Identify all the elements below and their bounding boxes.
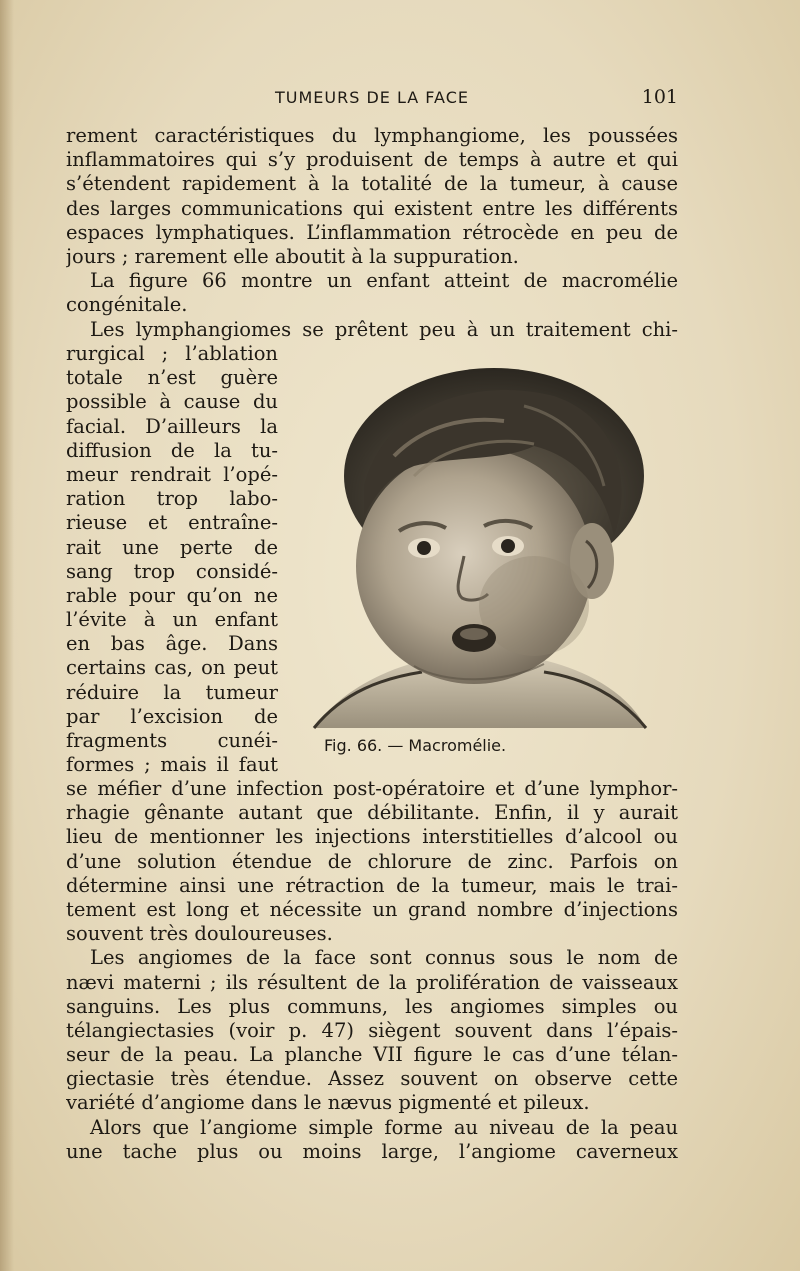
text-line: inflammatoires qui s’y produisent de temps à autre et qui (66, 148, 678, 172)
figure-caption: Fig. 66. — Macromélie. (324, 736, 507, 755)
text-line: seur de la peau. La planche VII figure le cas d’une télan- (66, 1043, 678, 1067)
child-portrait-illustration (304, 366, 652, 732)
text-line: Alors que l’angiome simple forme au niveau de la peau (90, 1115, 678, 1139)
page-number: 101 (641, 86, 678, 108)
text-line: rement caractéristiques du lymphangiome, les poussées (66, 124, 678, 147)
text-line: sanguins. Les plus communs, les angiomes simples ou (66, 994, 678, 1018)
text-line: diffusion de la tu- (66, 438, 278, 462)
text-line: souvent très douloureuses. (66, 922, 333, 946)
text-line: détermine ainsi une rétraction de la tumeur, mais le trai- (66, 873, 678, 897)
page-edge-shadow (0, 0, 14, 1271)
text-line: meur rendrait l’opé- (66, 462, 278, 486)
text-line: giectasie très étendue. Assez souvent on observe cette (66, 1067, 678, 1091)
text-line: par l’excision de (66, 704, 278, 728)
figure-66 (304, 366, 652, 732)
text-line: espaces lymphatiques. L’inflammation rétrocède en peu de (66, 220, 678, 244)
text-line: nævi materni ; ils résultent de la prolifération de vaisseaux (66, 970, 678, 994)
text-line: totale n’est guère (66, 366, 278, 390)
text-line: rait une perte de (66, 535, 278, 559)
text-line: Les angiomes de la face sont connus sous le nom de (90, 946, 678, 970)
text-line: rable pour qu’on ne (66, 583, 278, 607)
text-line: s’étendent rapidement à la totalité de la tumeur, à cause (66, 172, 678, 196)
text-line: Les lymphangiomes se prêtent peu à un traitement chi- (90, 317, 678, 341)
text-line: réduire la tumeur (66, 680, 278, 704)
text-line: rurgical ; l’ablation (66, 342, 278, 365)
text-line: jours ; rarement elle aboutit à la suppuration. (66, 244, 519, 268)
text-line: tement est long et nécessite un grand nombre d’injections (66, 897, 678, 921)
text-line: fragments cunéi- (66, 729, 278, 752)
text-line: rieuse et entraîne- (66, 511, 278, 535)
text-line: des larges communications qui existent entre les différents (66, 196, 678, 220)
text-line: possible à cause du (66, 390, 278, 414)
running-title: TUMEURS DE LA FACE (275, 88, 469, 107)
text-line: certains cas, on peut (66, 656, 278, 680)
text-line: sang trop considé- (66, 559, 278, 583)
text-line: La figure 66 montre un enfant atteint de macromélie (90, 269, 678, 293)
text-line: variété d’angiome dans le nævus pigmenté et pileux. (66, 1091, 590, 1115)
text-line: d’une solution étendue de chlorure de zinc. Parfois on (66, 849, 678, 873)
text-line: congénitale. (66, 293, 188, 317)
text-block-wrap (66, 342, 278, 777)
text-line: se méfier d’une infection post-opératoire et d’une lymphor- (66, 777, 678, 800)
page-header (66, 88, 678, 114)
text-line: en bas âge. Dans (66, 632, 278, 656)
text-line: rhagie gênante autant que débilitante. Enfin, il y aurait (66, 801, 678, 825)
text-line: formes ; mais il faut (66, 753, 278, 777)
text-line: facial. D’ailleurs la (66, 414, 278, 438)
text-line: ration trop labo- (66, 487, 278, 511)
text-line: l’évite à un enfant (66, 608, 278, 632)
text-line: une tache plus ou moins large, l’angiome caverneux (66, 1139, 678, 1163)
text-line: télangiectasies (voir p. 47) siègent souvent dans l’épais- (66, 1018, 678, 1042)
text-block-bottom (66, 777, 678, 1164)
text-line: lieu de mentionner les injections interstitielles d’alcool ou (66, 825, 678, 849)
text-block-top (66, 124, 678, 342)
